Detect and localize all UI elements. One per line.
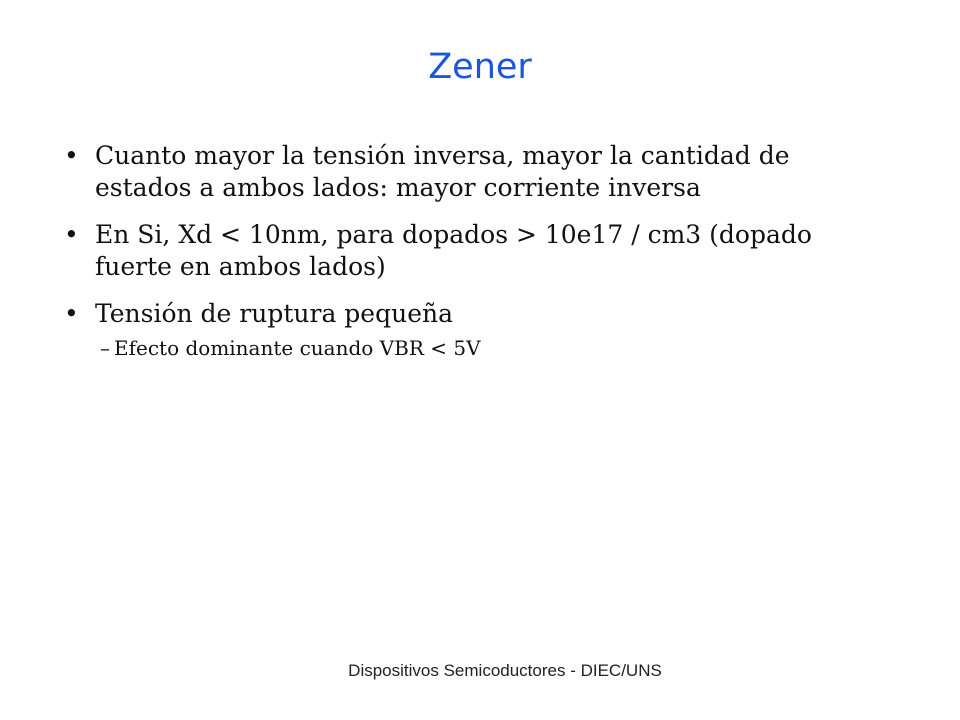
bullet-item [62, 140, 862, 204]
bullet-text: Tensión de ruptura pequeña [95, 299, 454, 328]
bullet-list [62, 140, 862, 330]
bullet-marker: • [64, 220, 79, 249]
sub-bullet-marker: – [100, 336, 110, 360]
bullet-text: Cuanto mayor la tensión inversa, mayor la cantidad de estados a ambos lados: mayor corriente inversa [95, 141, 790, 202]
bullet-item [62, 298, 862, 330]
sub-bullet-list [62, 335, 862, 361]
sub-bullet-text: Efecto dominante cuando VBR < 5V [114, 336, 481, 360]
slide-content [62, 140, 862, 361]
bullet-text: En Si, Xd < 10nm, para dopados > 10e17 / cm3 (dopado fuerte en ambos lados) [95, 220, 812, 281]
bullet-marker: • [64, 141, 79, 170]
sub-bullet-item [62, 335, 862, 361]
slide-title: Zener [428, 47, 532, 87]
bullet-marker: • [64, 299, 79, 328]
slide-footer: Dispositivos Semicoductores - DIEC/UNS [348, 661, 662, 680]
bullet-item [62, 219, 862, 283]
